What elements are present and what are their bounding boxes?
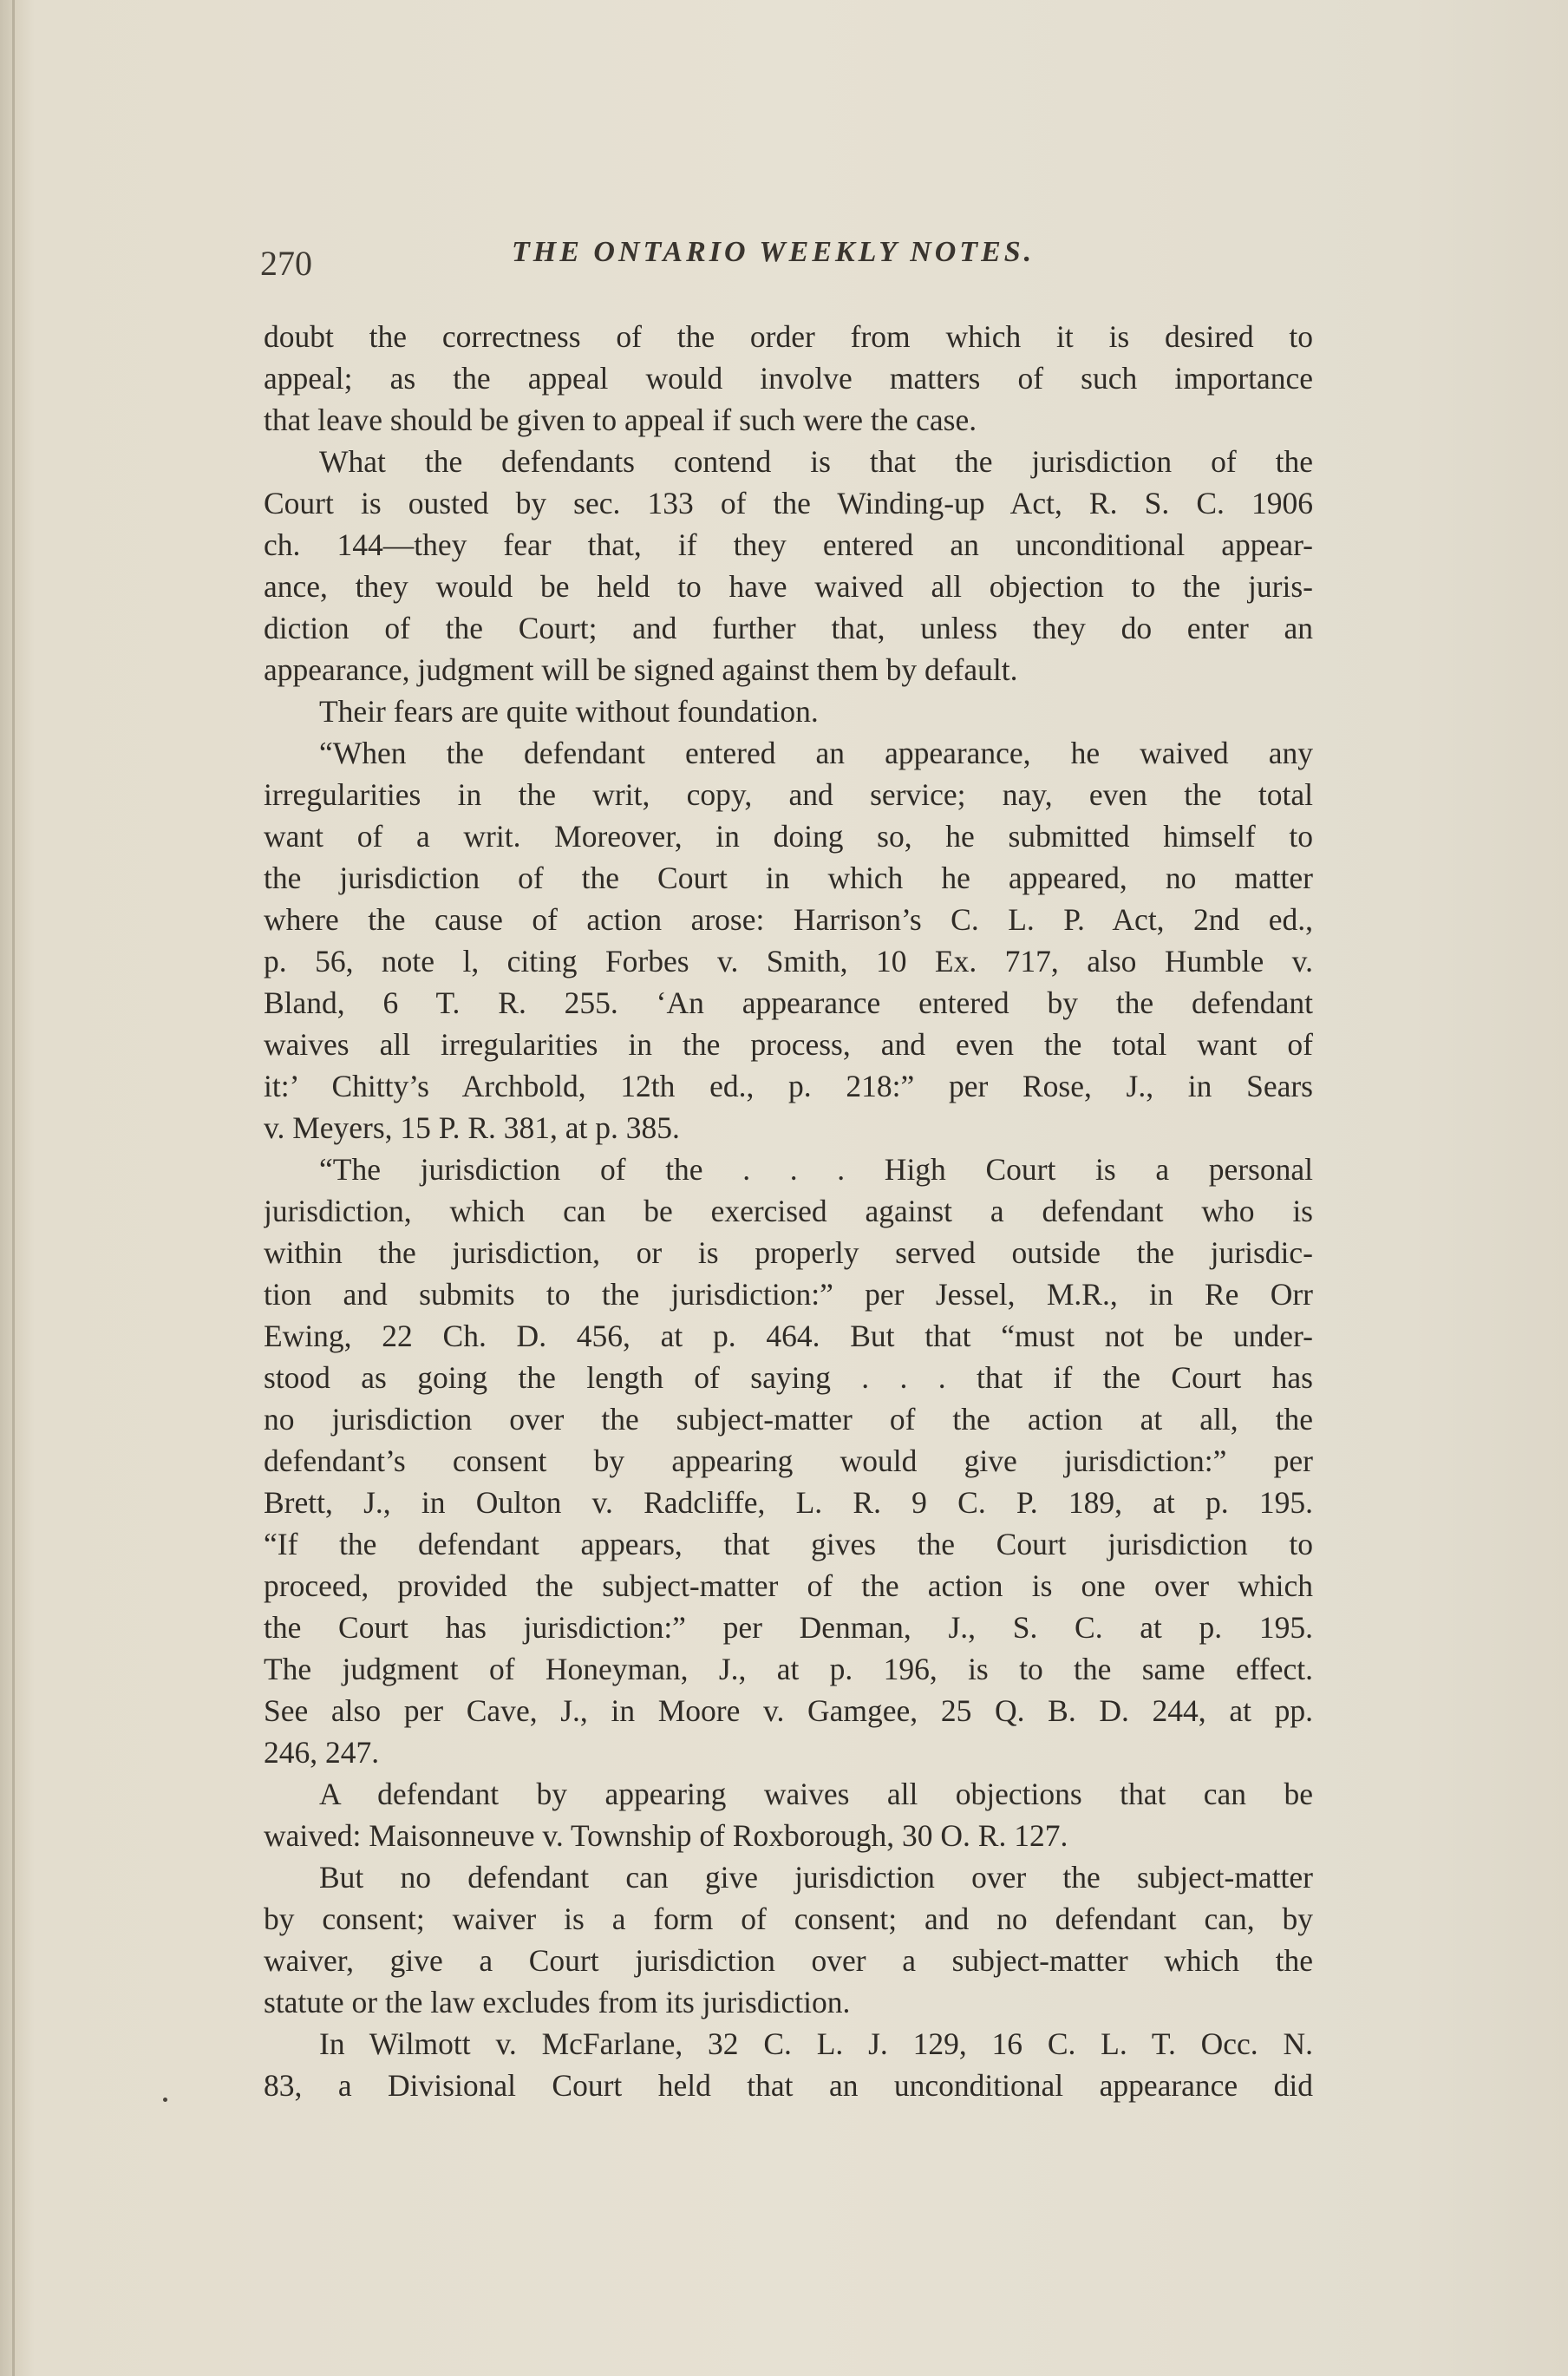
- text-line: A defendant by appearing waives all objections that can be: [319, 1777, 1313, 1811]
- text-line: defendant’s consent by appearing would give jurisdiction:” per: [264, 1443, 1313, 1478]
- running-title: THE ONTARIO WEEKLY NOTES.: [512, 236, 1036, 268]
- text-line: But no defendant can give jurisdiction over the subject-matter: [319, 1860, 1313, 1895]
- text-line: no jurisdiction over the subject-matter of the action at all, the: [264, 1402, 1313, 1437]
- text-line: 83, a Divisional Court held that an unconditional appearance did: [264, 2068, 1313, 2103]
- text-line: the jurisdiction of the Court in which he appeared, no matter: [264, 861, 1313, 895]
- text-line: Bland, 6 T. R. 255. ‘An appearance entered by the defendant: [264, 985, 1313, 1020]
- text-line: Ewing, 22 Ch. D. 456, at p. 464. But that “must not be under-: [264, 1319, 1313, 1353]
- text-line: where the cause of action arose: Harrison’s C. L. P. Act, 2nd ed.,: [264, 902, 1313, 937]
- text-line: by consent; waiver is a form of consent; and no defendant can, by: [264, 1901, 1313, 1936]
- text-line: See also per Cave, J., in Moore v. Gamgee, 25 Q. B. D. 244, at pp.: [264, 1693, 1313, 1728]
- text-line: want of a writ. Moreover, in doing so, he submitted himself to: [264, 819, 1313, 854]
- text-line: Their fears are quite without foundation.: [319, 694, 819, 729]
- text-line: waived: Maisonneuve v. Township of Roxborough, 30 O. R. 127.: [264, 1818, 1068, 1853]
- text-line: within the jurisdiction, or is properly served outside the jurisdic-: [264, 1235, 1313, 1270]
- text-line: 246, 247.: [264, 1735, 380, 1770]
- text-line: it:’ Chitty’s Archbold, 12th ed., p. 218:” per Rose, J., in Sears: [264, 1069, 1313, 1103]
- text-line: that leave should be given to appeal if such were the case.: [264, 403, 977, 437]
- text-line: the Court has jurisdiction:” per Denman, J., S. C. at p. 195.: [264, 1610, 1313, 1645]
- text-line: stood as going the length of saying . . . that if the Court has: [264, 1360, 1313, 1395]
- text-line: appeal; as the appeal would involve matters of such importance: [264, 361, 1313, 396]
- text-line: tion and submits to the jurisdiction:” per Jessel, M.R., in Re Orr: [264, 1277, 1313, 1312]
- text-line: In Wilmott v. McFarlane, 32 C. L. J. 129, 16 C. L. T. Occ. N.: [319, 2026, 1313, 2061]
- text-line: ance, they would be held to have waived all objection to the juris-: [264, 569, 1313, 604]
- text-line: p. 56, note l, citing Forbes v. Smith, 10 Ex. 717, also Humble v.: [264, 944, 1313, 979]
- text-line: waives all irregularities in the process, and even the total want of: [264, 1027, 1313, 1062]
- text-line: waiver, give a Court jurisdiction over a subject-matter which the: [264, 1943, 1313, 1978]
- text-line: appearance, judgment will be signed against them by default.: [264, 652, 1018, 687]
- text-line: “The jurisdiction of the . . . High Court is a personal: [319, 1152, 1313, 1187]
- text-line: “If the defendant appears, that gives the Court jurisdiction to: [264, 1527, 1313, 1561]
- text-line: v. Meyers, 15 P. R. 381, at p. 385.: [264, 1110, 680, 1145]
- text-line: Brett, J., in Oulton v. Radcliffe, L. R. 9 C. P. 189, at p. 195.: [264, 1485, 1313, 1520]
- page-header: [260, 236, 1310, 288]
- page-gutter-edge: [12, 0, 15, 2376]
- text-line: ch. 144—they fear that, if they entered an unconditional appear-: [264, 527, 1313, 562]
- text-line: Court is ousted by sec. 133 of the Winding-up Act, R. S. C. 1906: [264, 486, 1313, 520]
- text-line: proceed, provided the subject-matter of the action is one over which: [264, 1568, 1313, 1603]
- text-line: The judgment of Honeyman, J., at p. 196, is to the same effect.: [264, 1652, 1313, 1686]
- text-line: statute or the law excludes from its jurisdiction.: [264, 1985, 851, 2019]
- text-line: “When the defendant entered an appearance, he waived any: [319, 736, 1313, 770]
- print-speck: [163, 2098, 167, 2102]
- page-number: 270: [260, 244, 312, 283]
- text-line: What the defendants contend is that the jurisdiction of the: [319, 444, 1313, 479]
- body-text: [264, 316, 1313, 2106]
- text-line: diction of the Court; and further that, unless they do enter an: [264, 611, 1313, 645]
- text-line: irregularities in the writ, copy, and service; nay, even the total: [264, 777, 1313, 812]
- text-line: jurisdiction, which can be exercised against a defendant who is: [264, 1194, 1313, 1228]
- text-line: doubt the correctness of the order from which it is desired to: [264, 319, 1313, 354]
